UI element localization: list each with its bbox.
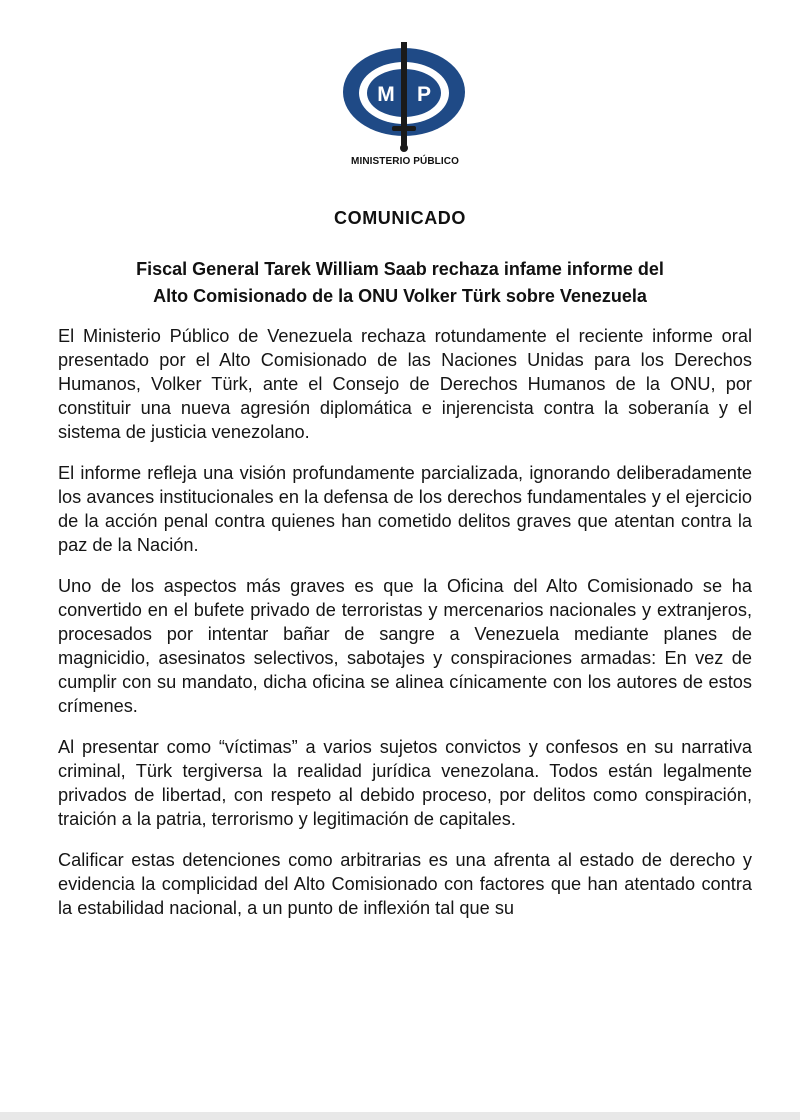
- document-heading: COMUNICADO: [334, 208, 466, 228]
- body-paragraph: El Ministerio Público de Venezuela rechaza rotundamente el reciente informe oral presentado por el Alto Comisionado de las Naciones Unidas para los Derechos Humanos, Volker Türk, ante el Consejo de Derechos Humanos de la ONU, por constituir una nueva agresión diplomática e injerencista contra la soberanía y el sistema de justicia venezolano.: [58, 326, 752, 442]
- document-body: [58, 324, 752, 937]
- body-paragraph: El informe refleja una visión profundamente parcializada, ignorando deliberadamente los avances institucionales en la defensa de los derechos fundamentales y el ejercicio de la acción penal contra quienes han cometido delitos graves que atentan contra la paz de la Nación.: [58, 463, 752, 555]
- headline-line: Fiscal General Tarek William Saab rechaza infame informe del: [136, 259, 664, 279]
- sword-pommel-icon: [400, 144, 408, 152]
- sword-blade-icon: [401, 42, 407, 138]
- logo-emblem: [320, 40, 490, 156]
- sword-grip-icon: [401, 131, 407, 145]
- ministerio-publico-logo: [320, 40, 490, 180]
- logo-initial-p: P: [416, 83, 432, 106]
- sword-guard-icon: [392, 126, 416, 131]
- body-paragraph: Calificar estas detenciones como arbitrarias es una afrenta al estado de derecho y evidencia la complicidad del Alto Comisionado con factores que han atentado contra la estabilidad nacional, a un punto de inflexión tal que su: [58, 850, 752, 918]
- logo-caption: MINISTERIO PÚBLICO: [351, 156, 459, 167]
- document-headline: [60, 256, 740, 310]
- logo-initial-m: M: [377, 83, 395, 106]
- body-paragraph: Uno de los aspectos más graves es que la Oficina del Alto Comisionado se ha convertido en el bufete privado de terroristas y mercenarios nacionales y extranjeros, procesados por intentar bañar de sangre a Venezuela mediante planes de magnicidio, asesinatos selectivos, sabotajes y conspiraciones armadas: En vez de cumplir con su mandato, dicha oficina se alinea cínicamente con los autores de estos crímenes.: [58, 576, 752, 716]
- body-paragraph: Al presentar como “víctimas” a varios sujetos convictos y confesos en su narrativa criminal, Türk tergiversa la realidad jurídica venezolana. Todos están legalmente privados de libertad, con respeto al debido proceso, por delitos como conspiración, traición a la patria, terrorismo y legitimación de capitales.: [58, 737, 752, 829]
- headline-line: Alto Comisionado de la ONU Volker Türk sobre Venezuela: [153, 286, 647, 306]
- page-bottom-edge: [0, 1112, 800, 1120]
